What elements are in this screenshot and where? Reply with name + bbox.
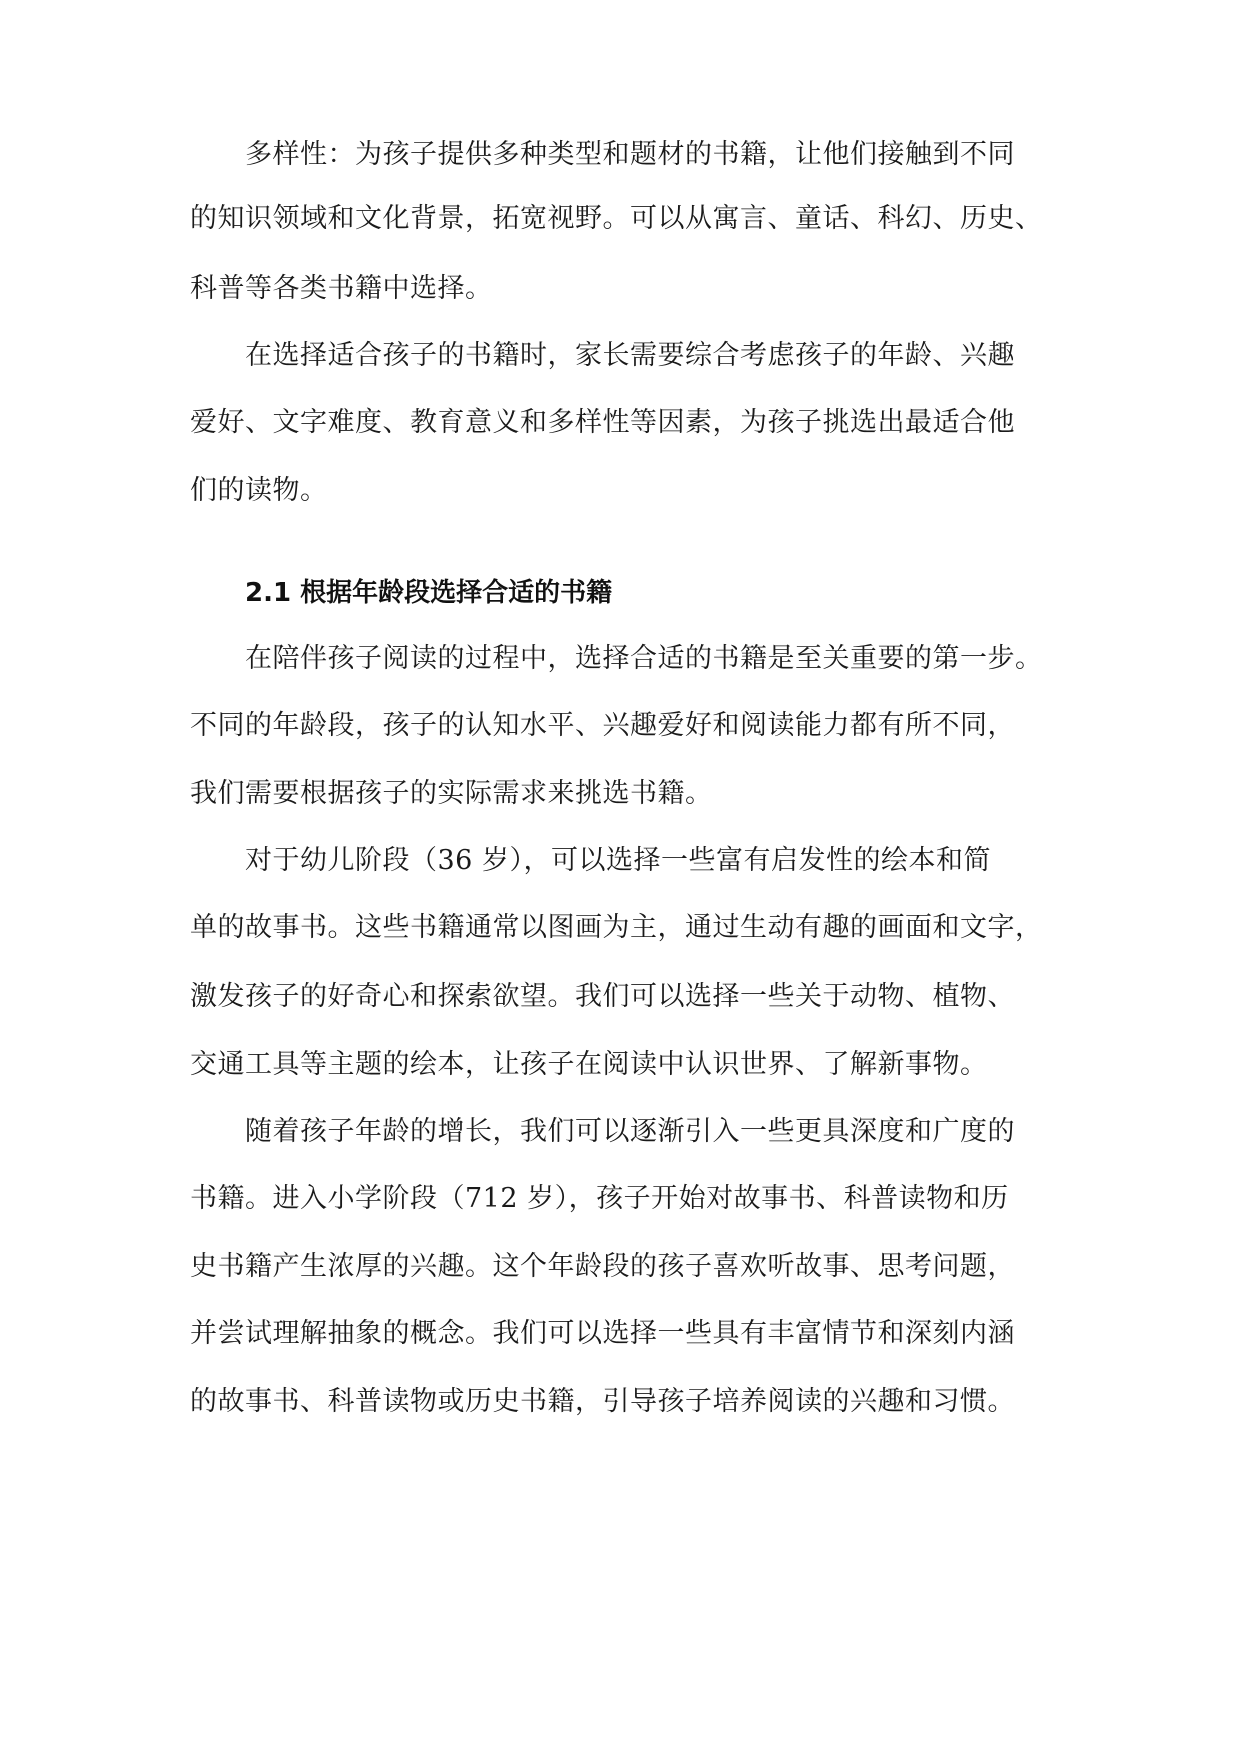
paragraph-line: 并尝试理解抽象的概念。我们可以选择一些具有丰富情节和深刻内涵 <box>190 1318 1015 1349</box>
paragraph-line: 随着孩子年龄的增长，我们可以逐渐引入一些更具深度和广度的 <box>245 1116 1015 1147</box>
paragraph-line: 们的读物。 <box>190 475 328 506</box>
paragraph-line: 交通工具等主题的绘本，让孩子在阅读中认识世界、了解新事物。 <box>190 1049 988 1080</box>
paragraph-line: 对于幼儿阶段（36 岁），可以选择一些富有启发性的绘本和简 <box>245 845 991 876</box>
paragraph-line: 的故事书、科普读物或历史书籍，引导孩子培养阅读的兴趣和习惯。 <box>190 1386 1015 1417</box>
paragraph-line: 在陪伴孩子阅读的过程中，选择合适的书籍是至关重要的第一步。 <box>245 643 1043 674</box>
paragraph-line: 爱好、文字难度、教育意义和多样性等因素，为孩子挑选出最适合他 <box>190 407 1015 438</box>
paragraph-line: 激发孩子的好奇心和探索欲望。我们可以选择一些关于动物、植物、 <box>190 981 1015 1012</box>
paragraph-line: 科普等各类书籍中选择。 <box>190 273 493 304</box>
paragraph-line: 的知识领域和文化背景，拓宽视野。可以从寓言、童话、科幻、历史、 <box>190 203 1043 234</box>
paragraph-line: 史书籍产生浓厚的兴趣。这个年龄段的孩子喜欢听故事、思考问题， <box>190 1251 1015 1282</box>
paragraph-line: 单的故事书。这些书籍通常以图画为主，通过生动有趣的画面和文字， <box>190 912 1043 943</box>
paragraph-line: 多样性：为孩子提供多种类型和题材的书籍，让他们接触到不同 <box>245 139 1015 170</box>
paragraph-line: 我们需要根据孩子的实际需求来挑选书籍。 <box>190 778 713 809</box>
section-heading: 2.1 根据年龄段选择合适的书籍 <box>245 578 613 608</box>
paragraph-line: 在选择适合孩子的书籍时，家长需要综合考虑孩子的年龄、兴趣 <box>245 340 1015 371</box>
paragraph-line: 不同的年龄段，孩子的认知水平、兴趣爱好和阅读能力都有所不同， <box>190 710 1015 741</box>
paragraph-line: 书籍。进入小学阶段（712 岁），孩子开始对故事书、科普读物和历 <box>190 1183 1009 1214</box>
